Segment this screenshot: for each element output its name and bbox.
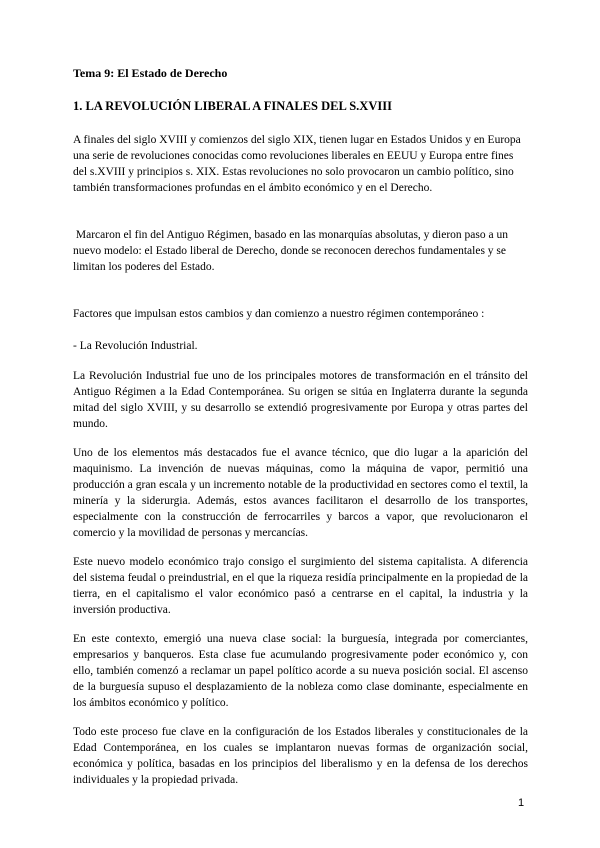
document-title: Tema 9: El Estado de Derecho — [73, 66, 228, 80]
paragraph: Marcaron el fin del Antiguo Régimen, basado en las monarquías absolutas, y dieron paso a un nuevo modelo: el Estado liberal de Derecho, donde se reconocen derechos fundamentales y se limitan los poderes del Estado. — [73, 229, 511, 273]
paragraph: Este nuevo modelo económico trajo consigo el surgimiento del sistema capitalista. A diferencia del sistema feudal o preindustrial, en el que la riqueza residía principalmente en la propiedad de la tierra, en el capitalismo el valor económico pasó a centrarse en el capital, la industria y la inversión productiva. — [73, 556, 528, 616]
paragraph: Uno de los elementos más destacados fue el avance técnico, que dio lugar a la aparición del maquinismo. La invención de nuevas máquinas, como la máquina de vapor, permitió una producción a gran escala y un incremento notable de la productividad en sectores como el textil, la minería y la siderurgia. Además, estos avances facilitaron el desarrollo de los transportes, especialmente con la construcción de ferrocarriles y barcos a vapor, que revolucionaron el comercio y la movilidad de personas y mercancías. — [73, 447, 528, 539]
section-heading: 1. LA REVOLUCIÓN LIBERAL A FINALES DEL S.XVIII — [73, 99, 392, 113]
list-item: - La Revolución Industrial. — [73, 340, 198, 352]
paragraph: Factores que impulsan estos cambios y dan comienzo a nuestro régimen contemporáneo : — [73, 308, 485, 320]
paragraph: En este contexto, emergió una nueva clase social: la burguesía, integrada por comerciantes, empresarios y banqueros. Esta clase fue acumulando progresivamente poder económico y, con ello, también comenzó a reclamar un papel político acorde a su nueva posición social. El ascenso de la burguesía supuso el desplazamiento de la nobleza como clase dominante, especialmente en los ámbitos económico y político. — [73, 633, 528, 709]
paragraph: La Revolución Industrial fue uno de los principales motores de transformación en el tránsito del Antiguo Régimen a la Edad Contemporánea. Su origen se sitúa en Inglaterra durante la segunda mitad del siglo XVIII, y su desarrollo se extendió progresivamente por Europa y otras partes del mundo. — [73, 370, 528, 430]
paragraph: A finales del siglo XVIII y comienzos del siglo XIX, tienen lugar en Estados Unidos y en Europa una serie de revoluciones conocidas como revoluciones liberales en EEUU y Europa entre fines del s.XVIII y principios s. XIX. Estas revoluciones no solo provocaron un cambio político, sino también transformaciones profundas en el ámbito económico y en el Derecho. — [73, 134, 521, 194]
page-number: 1 — [518, 797, 525, 809]
document-page — [73, 66, 528, 788]
paragraph: Todo este proceso fue clave en la configuración de los Estados liberales y constitucionales de la Edad Contemporánea, en los cuales se implantaron nuevas formas de organización social, económica y política, basadas en los principios del liberalismo y en la defensa de los derechos individuales y la propiedad privada. — [73, 726, 528, 786]
